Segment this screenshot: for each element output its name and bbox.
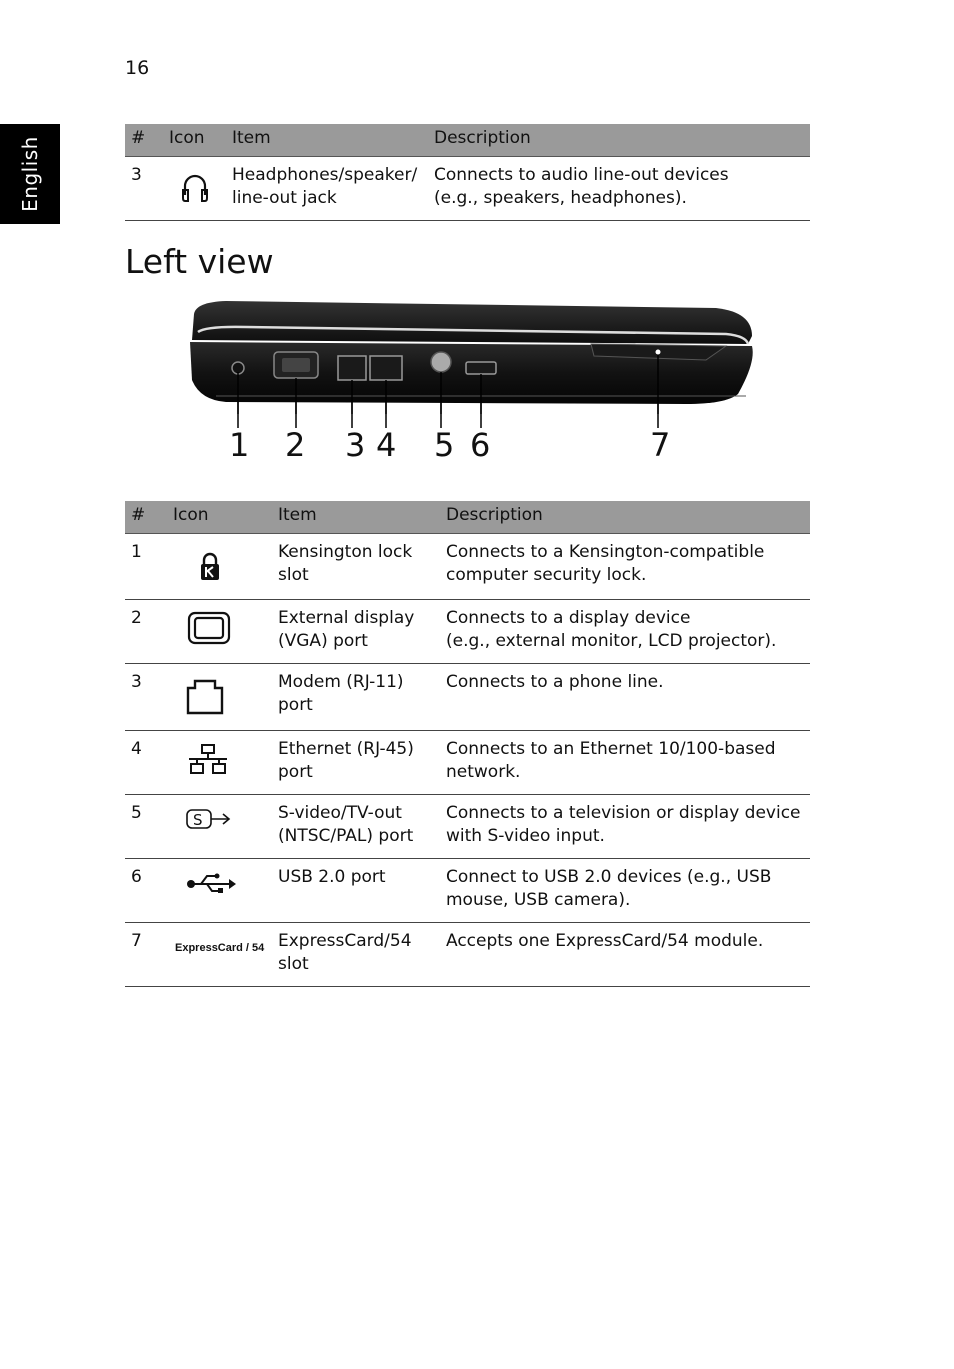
row-description: Connects to a television or display device with S-video input. [440, 795, 810, 859]
row-item: Ethernet (RJ-45) port [272, 731, 440, 795]
table-row [125, 859, 810, 923]
table-row [125, 795, 810, 859]
s-video-icon [185, 807, 233, 831]
row-description: Connects to a Kensington-compatible computer security lock. [440, 534, 810, 600]
row-item: ExpressCard/54 slot [272, 923, 440, 987]
row-item: Modem (RJ-11) port [272, 664, 440, 731]
table-row [125, 157, 810, 221]
table-row [125, 731, 810, 795]
headphones-icon [180, 171, 210, 205]
callout-7: 7 [650, 426, 671, 464]
modem-port-icon [185, 678, 225, 716]
row-item: Kensington lock slot [272, 534, 440, 600]
row-num: 6 [125, 859, 167, 923]
page-number: 16 [125, 57, 150, 79]
table-header-row [125, 501, 810, 534]
row-num: 4 [125, 731, 167, 795]
vga-port-icon [187, 611, 231, 645]
row-num: 2 [125, 600, 167, 664]
row-num: 3 [125, 664, 167, 731]
callout-5: 5 [434, 426, 455, 464]
header-icon: Icon [167, 501, 272, 534]
language-tab [0, 124, 60, 224]
top-spec-table [125, 124, 810, 221]
table-row [125, 534, 810, 600]
callout-1: 1 [229, 426, 250, 464]
row-item: Headphones/speaker/ line-out jack [226, 157, 428, 221]
usb-icon [185, 871, 237, 895]
row-item: External display (VGA) port [272, 600, 440, 664]
callout-6: 6 [470, 426, 491, 464]
row-item: USB 2.0 port [272, 859, 440, 923]
callout-numbers [200, 420, 700, 470]
row-description: Accepts one ExpressCard/54 module. [440, 923, 810, 987]
callout-2: 2 [285, 426, 306, 464]
row-item: S-video/TV-out (NTSC/PAL) port [272, 795, 440, 859]
row-description: Connects to a phone line. [440, 664, 810, 731]
laptop-left-view-illustration [186, 296, 756, 414]
row-num: 3 [125, 157, 163, 221]
header-item: Item [226, 124, 428, 157]
table-row [125, 923, 810, 987]
header-description: Description [428, 124, 810, 157]
row-num: 7 [125, 923, 167, 987]
header-icon: Icon [163, 124, 226, 157]
table-header-row [125, 124, 810, 157]
kensington-lock-icon [199, 552, 221, 582]
row-description: Connects to a display device (e.g., external monitor, LCD projector). [440, 600, 810, 664]
language-tab-label: English [18, 136, 42, 212]
row-num: 1 [125, 534, 167, 600]
expresscard-label: ExpressCard / 54 [175, 941, 265, 954]
header-description: Description [440, 501, 810, 534]
row-description: Connect to USB 2.0 devices (e.g., USB mouse, USB camera). [440, 859, 810, 923]
header-num: # [125, 501, 167, 534]
table-row [125, 600, 810, 664]
header-num: # [125, 124, 163, 157]
row-num: 5 [125, 795, 167, 859]
header-item: Item [272, 501, 440, 534]
callout-3: 3 [345, 426, 366, 464]
callout-4: 4 [376, 426, 397, 464]
section-title: Left view [125, 242, 274, 281]
table-row [125, 664, 810, 731]
ethernet-port-icon [187, 743, 229, 777]
svg-text:S: S [193, 811, 203, 829]
row-description: Connects to audio line-out devices (e.g., speakers, headphones). [428, 157, 810, 221]
row-description: Connects to an Ethernet 10/100-based network. [440, 731, 810, 795]
left-view-spec-table [125, 501, 810, 987]
